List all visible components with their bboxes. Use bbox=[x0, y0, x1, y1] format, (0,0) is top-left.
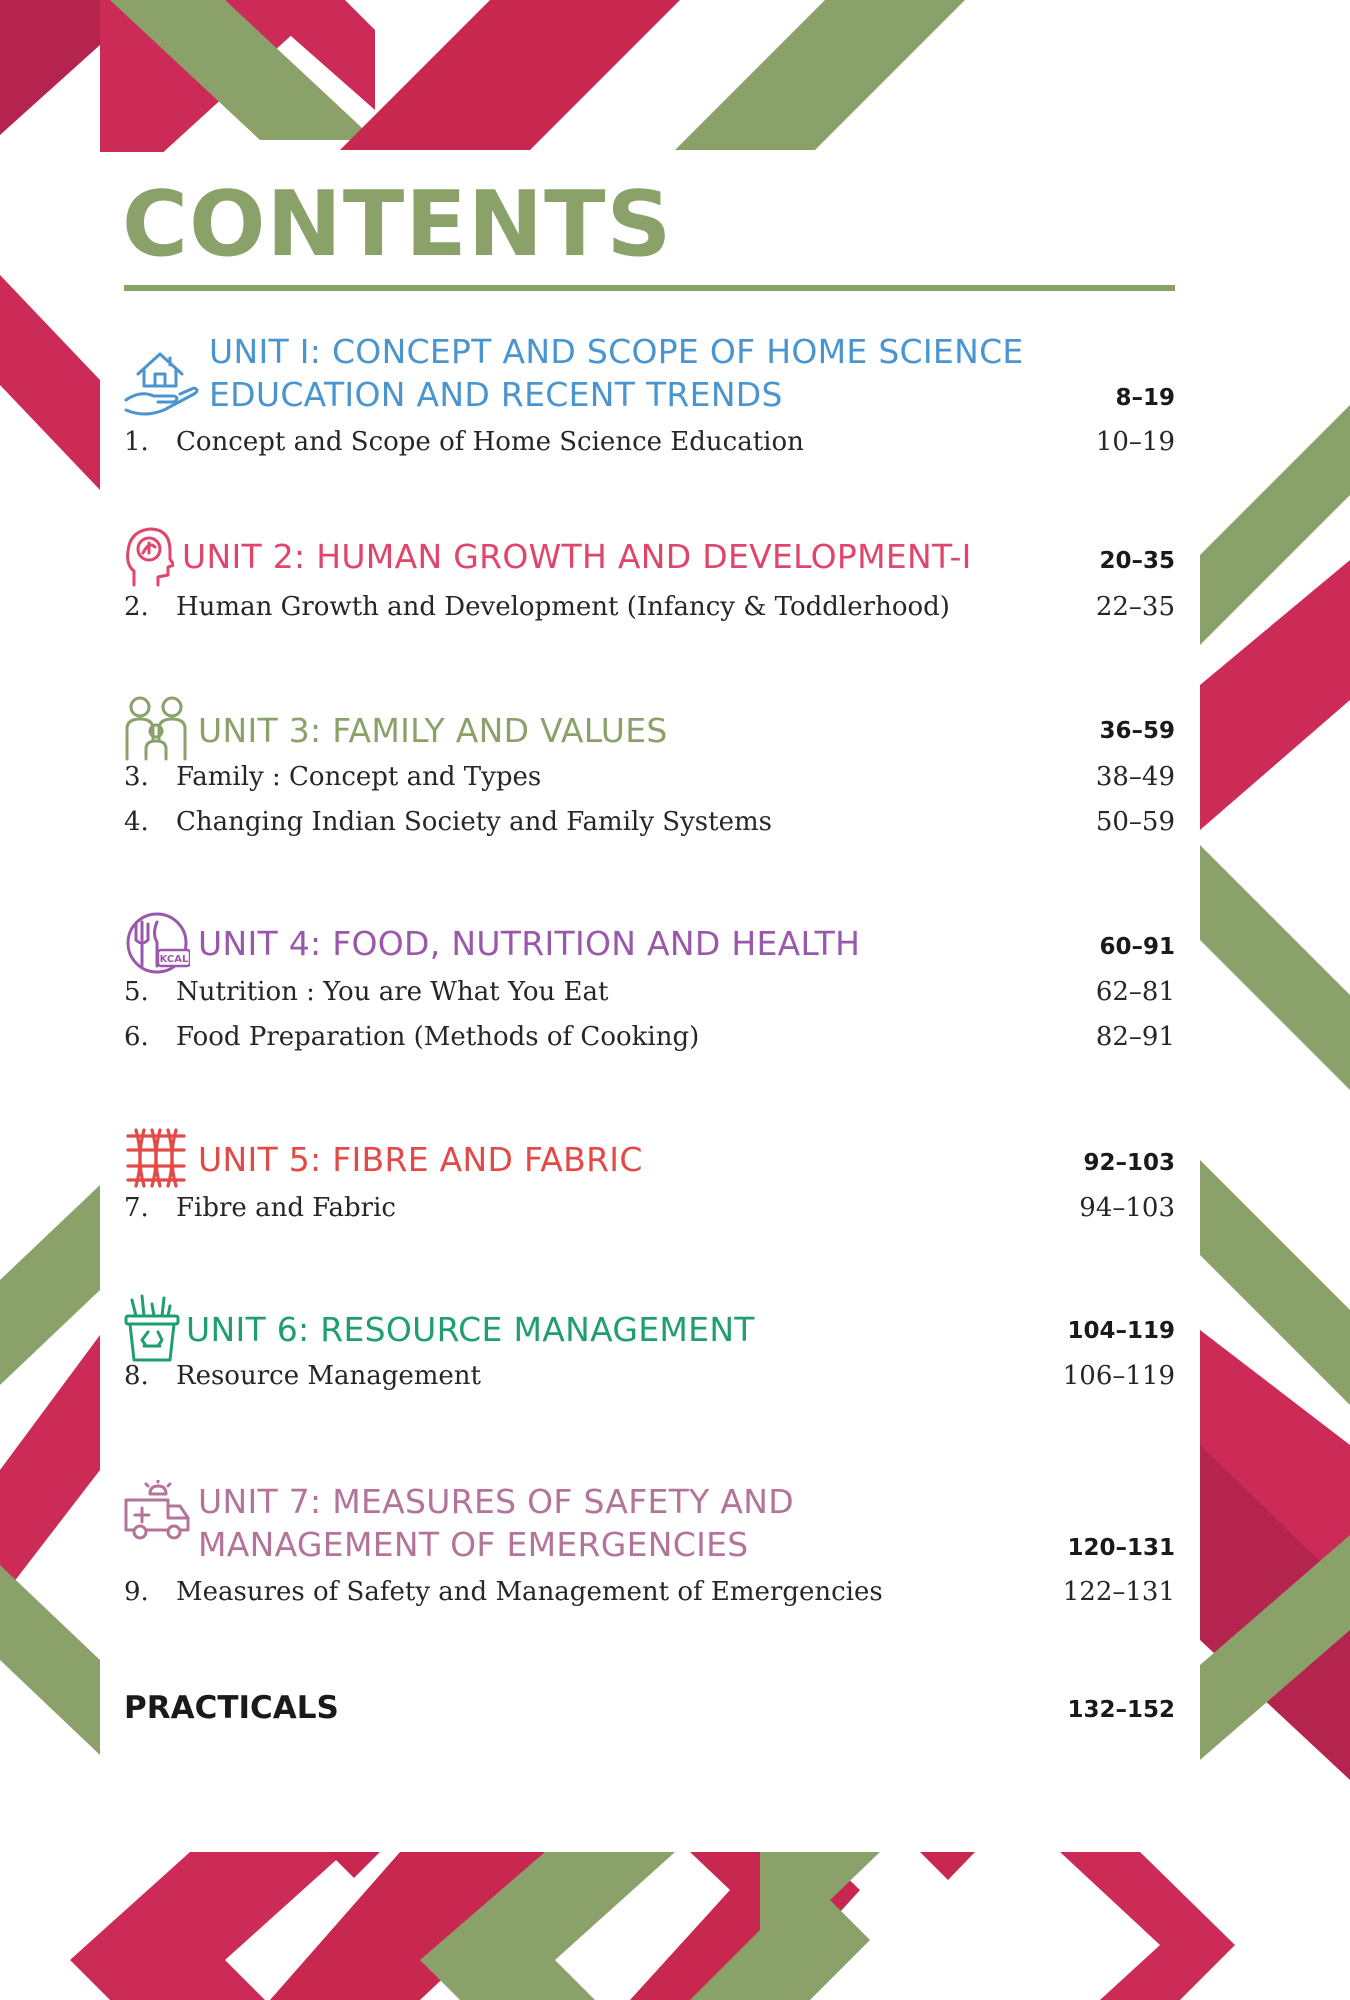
unit-title bbox=[198, 1480, 794, 1566]
chapter-pages: 38–49 bbox=[1095, 762, 1175, 792]
chapter-title: Fibre and Fabric bbox=[176, 1193, 396, 1223]
unit-title-line: UNIT I: CONCEPT AND SCOPE OF HOME SCIENCE bbox=[209, 332, 1024, 371]
practicals-heading: PRACTICALS bbox=[124, 1690, 339, 1726]
chapter-number: 1. bbox=[124, 427, 149, 457]
unit-page-range: 8–19 bbox=[1115, 385, 1175, 411]
chapter-pages: 22–35 bbox=[1095, 592, 1175, 622]
chapter-number: 4. bbox=[124, 807, 149, 837]
unit-title-line: UNIT 6: RESOURCE MANAGEMENT bbox=[186, 1310, 755, 1349]
chapter-title: Human Growth and Development (Infancy & Toddlerhood) bbox=[176, 592, 950, 622]
chapter-row bbox=[124, 592, 1175, 632]
chapter-number: 6. bbox=[124, 1022, 149, 1052]
chapter-pages: 50–59 bbox=[1095, 807, 1175, 837]
unit-title bbox=[182, 535, 972, 578]
unit-page-range: 120–131 bbox=[1067, 1535, 1175, 1561]
unit-page-range: 104–119 bbox=[1067, 1318, 1175, 1344]
chapter-title: Resource Management bbox=[176, 1361, 481, 1391]
chapter-pages: 10–19 bbox=[1095, 427, 1175, 457]
chapter-row bbox=[124, 807, 1175, 847]
chapter-row bbox=[124, 977, 1175, 1017]
woven-fabric-icon bbox=[124, 1126, 188, 1190]
unit-page-range: 20–35 bbox=[1099, 548, 1175, 574]
unit-title-line: UNIT 3: FAMILY AND VALUES bbox=[198, 711, 668, 750]
page-title: CONTENTS bbox=[122, 172, 673, 277]
unit-title-line: EDUCATION AND RECENT TRENDS bbox=[209, 375, 783, 414]
unit-title bbox=[198, 1138, 643, 1181]
head-growth-icon bbox=[124, 525, 174, 591]
chapter-title: Nutrition : You are What You Eat bbox=[176, 977, 609, 1007]
unit-4 bbox=[124, 910, 1175, 1070]
unit-3 bbox=[124, 695, 1175, 855]
unit-title-line: UNIT 4: FOOD, NUTRITION AND HEALTH bbox=[198, 924, 861, 963]
kcal-label: KCAL bbox=[159, 954, 189, 965]
unit-6 bbox=[124, 1294, 1175, 1414]
chapter-number: 7. bbox=[124, 1193, 149, 1223]
unit-page-range: 92–103 bbox=[1083, 1150, 1175, 1176]
practicals-page-range: 132–152 bbox=[1067, 1697, 1175, 1723]
unit-7 bbox=[124, 1480, 1175, 1620]
title-underline bbox=[124, 285, 1175, 291]
chapter-number: 5. bbox=[124, 977, 149, 1007]
unit-page-range: 36–59 bbox=[1099, 718, 1175, 744]
chapter-row bbox=[124, 1577, 1175, 1617]
kcal-plate-icon bbox=[124, 910, 190, 976]
unit-title-line: UNIT 7: MEASURES OF SAFETY AND bbox=[198, 1482, 794, 1521]
chapter-row bbox=[124, 1361, 1175, 1401]
chapter-number: 8. bbox=[124, 1361, 149, 1391]
chapter-number: 9. bbox=[124, 1577, 149, 1607]
chapter-pages: 94–103 bbox=[1079, 1193, 1175, 1223]
chapter-number: 2. bbox=[124, 592, 149, 622]
unit-title-line: UNIT 5: FIBRE AND FABRIC bbox=[198, 1140, 643, 1179]
unit-title-line: UNIT 2: HUMAN GROWTH AND DEVELOPMENT-I bbox=[182, 537, 972, 576]
unit-2 bbox=[124, 525, 1175, 635]
unit-title-line: MANAGEMENT OF EMERGENCIES bbox=[198, 1525, 749, 1564]
unit-5 bbox=[124, 1126, 1175, 1246]
unit-title bbox=[186, 1308, 755, 1351]
chapter-pages: 106–119 bbox=[1062, 1361, 1175, 1391]
chapter-title: Measures of Safety and Management of Emergencies bbox=[176, 1577, 883, 1607]
chapter-number: 3. bbox=[124, 762, 149, 792]
chapter-title: Family : Concept and Types bbox=[176, 762, 542, 792]
chapter-title: Concept and Scope of Home Science Education bbox=[176, 427, 804, 457]
recycle-bin-icon bbox=[124, 1294, 180, 1362]
unit-1 bbox=[124, 330, 1175, 470]
chapter-row bbox=[124, 1022, 1175, 1062]
unit-title bbox=[198, 709, 668, 752]
unit-page-range: 60–91 bbox=[1099, 934, 1175, 960]
unit-title bbox=[198, 922, 860, 965]
family-icon bbox=[124, 695, 188, 761]
chapter-pages: 62–81 bbox=[1095, 977, 1175, 1007]
chapter-title: Food Preparation (Methods of Cooking) bbox=[176, 1022, 700, 1052]
chapter-pages: 122–131 bbox=[1062, 1577, 1175, 1607]
ambulance-icon bbox=[124, 1480, 190, 1544]
chapter-row bbox=[124, 427, 1175, 467]
unit-title bbox=[209, 330, 1024, 416]
chapter-title: Changing Indian Society and Family Systems bbox=[176, 807, 772, 837]
home-hand-icon bbox=[124, 338, 202, 418]
chapter-pages: 82–91 bbox=[1095, 1022, 1175, 1052]
chapter-row bbox=[124, 1193, 1175, 1233]
chapter-row bbox=[124, 762, 1175, 802]
